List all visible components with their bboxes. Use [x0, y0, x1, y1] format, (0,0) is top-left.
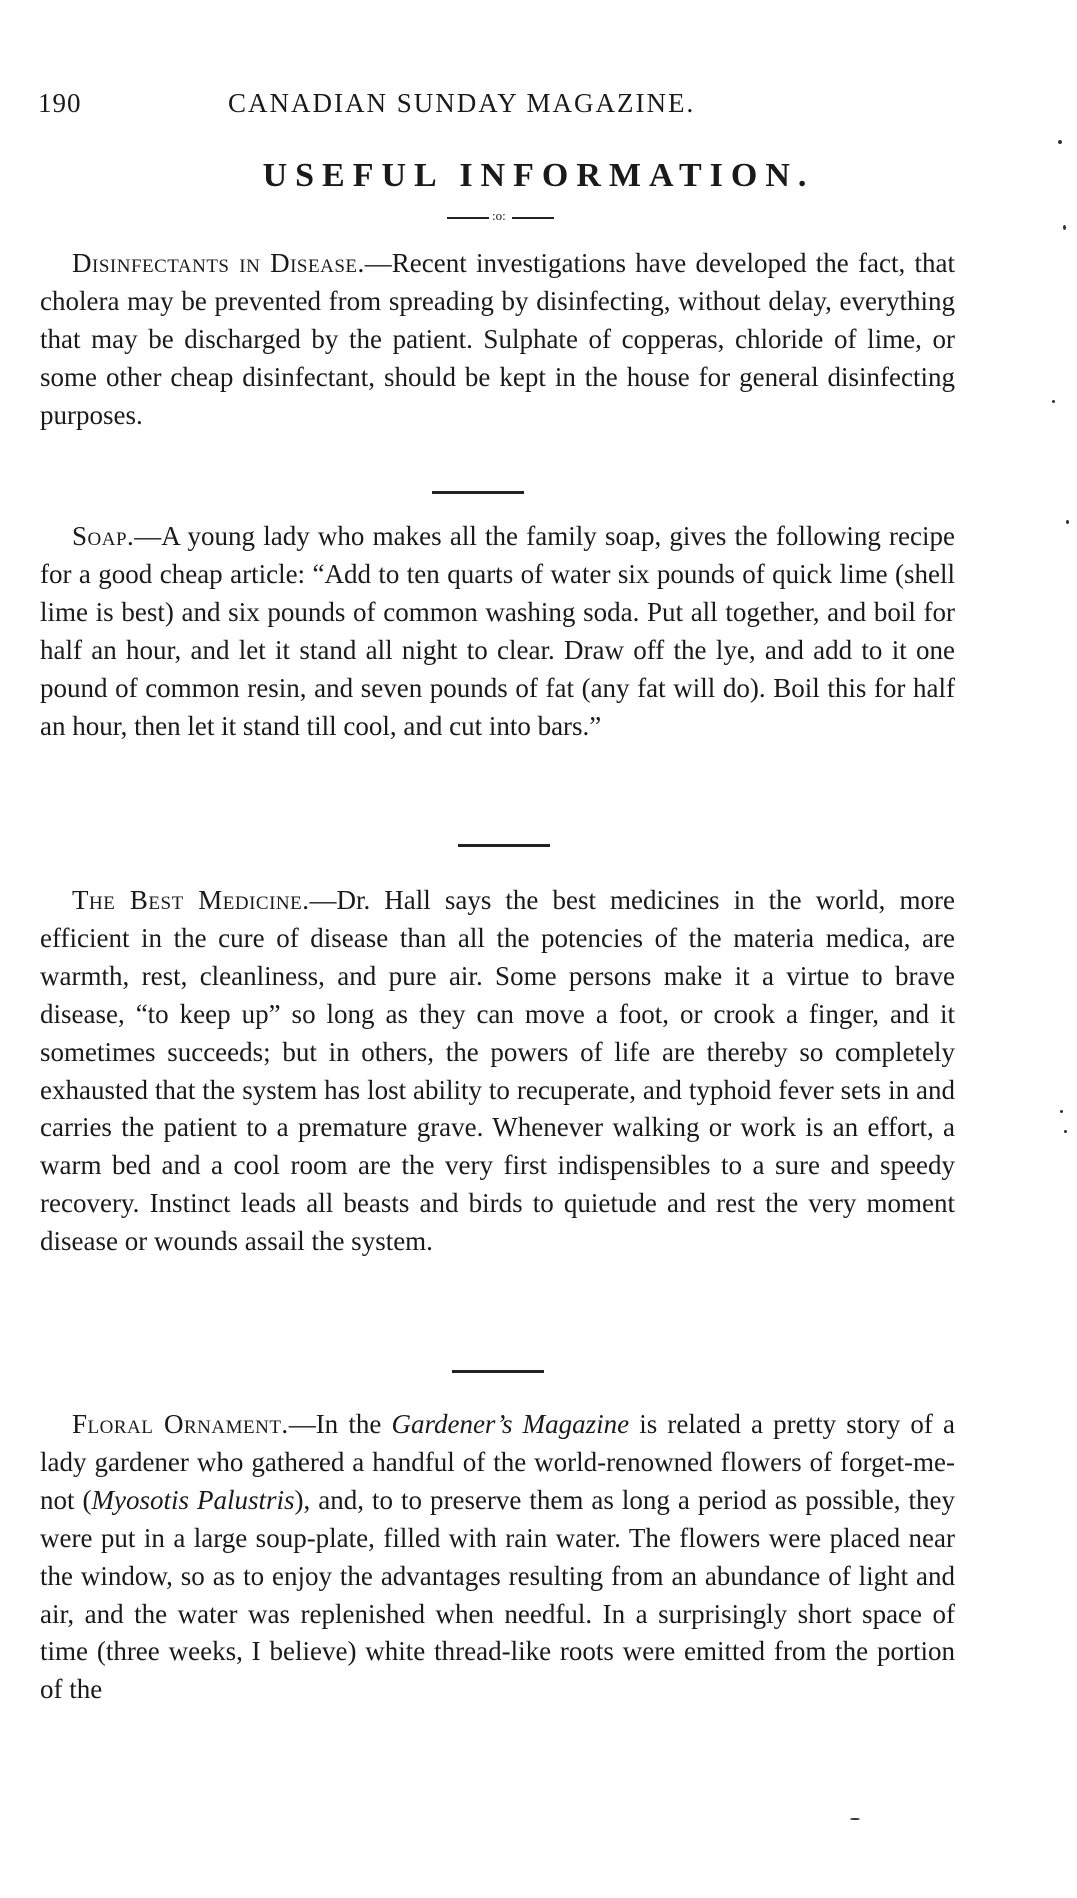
article-best-medicine [40, 882, 955, 1261]
italic-species: Myosotis Palustris [91, 1484, 295, 1515]
article-heading: The Best Medicine. [72, 885, 310, 915]
print-speck [850, 1818, 860, 1820]
page-number: 190 [38, 88, 82, 118]
divider-rule [458, 844, 550, 847]
article-heading: Soap. [72, 521, 135, 551]
ornament-line-left [447, 217, 489, 219]
ornament-line-right [512, 217, 554, 219]
print-speck [1058, 140, 1062, 144]
magazine-title: CANADIAN SUNDAY MAGAZINE. [228, 88, 696, 118]
article-body-middle: is related a pretty story of a lady gardener who gathered a handful of the world-renowned flowers of forget-me-not ( [40, 1409, 955, 1515]
article-paragraph [40, 1406, 955, 1709]
section-title: USEFUL INFORMATION. [262, 157, 815, 194]
title-ornament [447, 208, 554, 225]
ornament-mark: :o: [492, 208, 506, 223]
article-floral-ornament [40, 1406, 955, 1709]
article-body-start: —In the [288, 1409, 392, 1439]
article-soap [40, 518, 955, 745]
print-speck [1066, 520, 1069, 524]
article-body: —A young lady who makes all the family soap, gives the following recipe for a good cheap article: “Add to ten quarts of water six pounds of quick lime (shell lime is best) and six pounds of common washing soda. Put all together, and boil for half an hour, and let it stand all night to clear. Draw off the lye, and add to it one pound of common resin, and seven pounds of fat (any fat will do). Boil this for half an hour, then let it stand till cool, and cut into bars.” [40, 521, 955, 741]
divider-rule [452, 1370, 544, 1373]
print-speck [1063, 225, 1066, 230]
article-body: —Recent investigations have developed the fact, that cholera may be prevented from spreading by disinfecting, without delay, everything that may be discharged by the patient. Sulphate of copperas, chloride of lime, or some other cheap disinfectant, should be kept in the house for general disinfecting purposes. [40, 248, 955, 430]
article-disinfectants [40, 245, 955, 435]
article-body: —Dr. Hall says the best medicines in the world, more efficient in the cure of disease than all the potencies of the materia medica, are warmth, rest, cleanliness, and pure air. Some persons make it a virtue to brave disease, “to keep up” so long as they can move a foot, or crook a finger, and it sometimes succeeds; but in others, the powers of life are thereby so completely exhausted that the system has lost ability to recuperate, and typhoid fever sets in and carries the patient to a premature grave. Whenever walking or work is an effort, a warm bed and a cool room are the very first indispensibles to a sure and speedy recovery. Instinct leads all beasts and birds to quietude and rest the very moment disease or wounds assail the system. [40, 885, 955, 1257]
article-heading: Floral Ornament. [72, 1409, 289, 1439]
article-heading: Disinfectants in Disease. [72, 248, 365, 278]
page-header [38, 88, 1038, 128]
print-speck [1064, 1130, 1067, 1133]
divider-rule [432, 491, 524, 494]
print-speck [1052, 400, 1055, 403]
article-paragraph [40, 518, 955, 745]
italic-title: Gardener’s Magazine [391, 1409, 630, 1439]
article-paragraph [40, 882, 955, 1261]
article-paragraph [40, 245, 955, 435]
article-body-end: ), and, to to preserve them as long a period as possible, they were put in a large soup-plate, filled with rain water. The flowers were placed near the window, so as to enjoy the advantages resulting from an abundance of light and air, and the water was replenished when needful. In a surprisingly short space of time (three weeks, I believe) white thread-like roots were emitted from the portion of the [40, 1484, 956, 1705]
print-speck [1060, 1110, 1063, 1113]
